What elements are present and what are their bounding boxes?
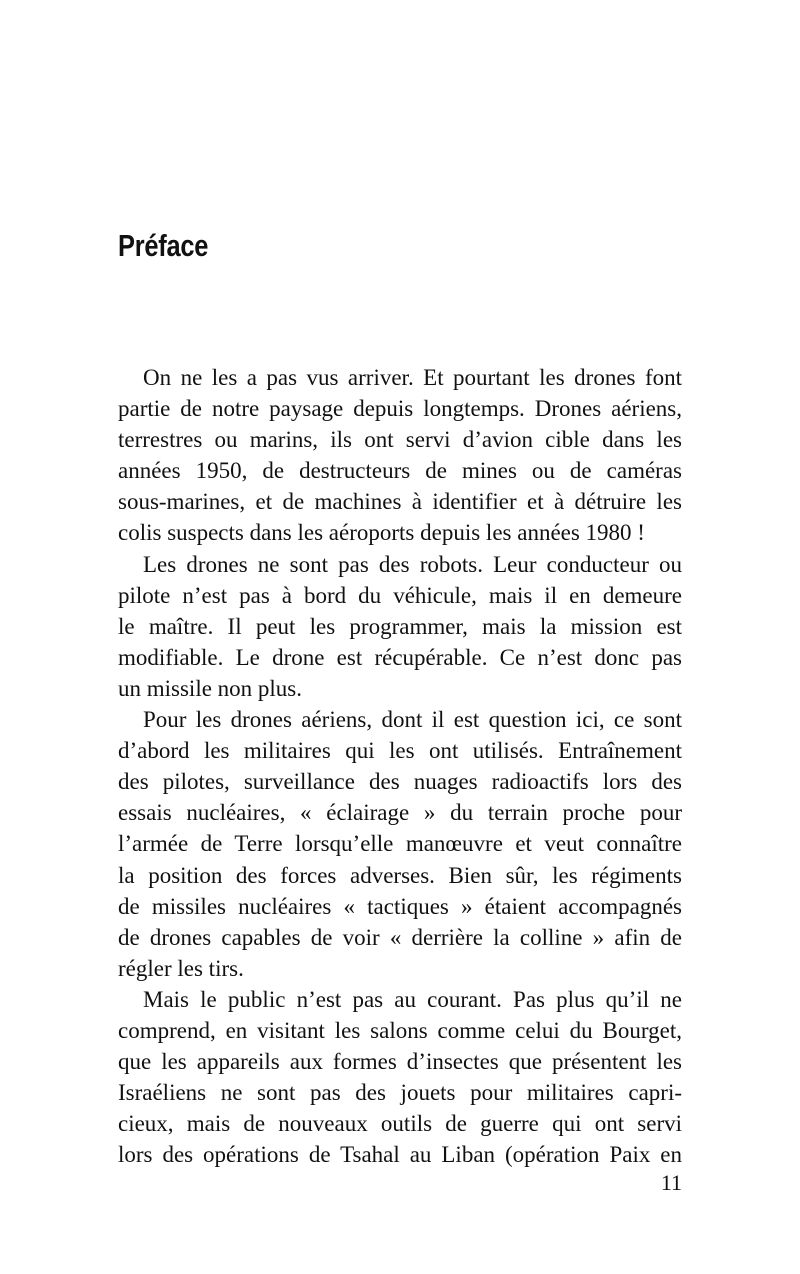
text-line: le maître. Il peut les programmer, mais la mission est (118, 613, 682, 639)
text-line: des pilotes, surveillance des nuages radioactifs lors des (118, 769, 682, 795)
text-line: lors des opérations de Tsahal au Liban (opération Paix en (118, 1142, 682, 1168)
text-line: de missiles nucléaires « tactiques » étaient accompagnés (118, 893, 682, 919)
text-line: terrestres ou marins, ils ont servi d’avion cible dans les (118, 427, 682, 453)
text-line: pilote n’est pas à bord du véhicule, mais il en demeure (118, 582, 682, 608)
body-text (118, 362, 682, 1170)
text-line: modifiable. Le drone est récupérable. Ce n’est donc pas (118, 644, 682, 670)
text-line: colis suspects dans les aéroports depuis les années 1980 ! (118, 520, 645, 546)
text-line: cieux, mais de nouveaux outils de guerre qui ont servi (118, 1111, 682, 1137)
text-line: la position des forces adverses. Bien sûr, les régiments (118, 862, 682, 888)
text-line: Les drones ne sont pas des robots. Leur conducteur ou (143, 551, 682, 577)
text-line: Israéliens ne sont pas des jouets pour militaires capri- (118, 1080, 682, 1106)
paragraph (118, 704, 682, 984)
text-line: essais nucléaires, « éclairage » du terrain proche pour (118, 800, 682, 826)
paragraph (118, 984, 682, 1171)
text-line: de drones capables de voir « derrière la colline » afin de (118, 924, 682, 950)
page-number: 11 (660, 1170, 682, 1195)
text-line: années 1950, de destructeurs de mines ou de caméras (118, 458, 682, 484)
paragraph (118, 362, 682, 549)
chapter-title: Préface (118, 228, 209, 263)
text-line: Mais le public n’est pas au courant. Pas plus qu’il ne (143, 986, 682, 1012)
text-line: que les appareils aux formes d’insectes que présentent les (118, 1049, 682, 1075)
text-line: un missile non plus. (118, 675, 303, 701)
text-line: On ne les a pas vus arriver. Et pourtant les drones font (143, 365, 682, 390)
text-line: régler les tirs. (118, 955, 244, 981)
text-line: Pour les drones aériens, dont il est question ici, ce sont (143, 707, 682, 733)
text-line: sous-marines, et de machines à identifier et à détruire les (118, 489, 682, 515)
paragraph (118, 549, 682, 704)
text-line: l’armée de Terre lorsqu’elle manœuvre et veut connaître (118, 831, 682, 857)
text-line: partie de notre paysage depuis longtemps. Drones aériens, (118, 396, 682, 422)
text-line: comprend, en visitant les salons comme celui du Bourget, (118, 1017, 682, 1043)
text-line: d’abord les militaires qui les ont utilisés. Entraînement (118, 738, 682, 764)
